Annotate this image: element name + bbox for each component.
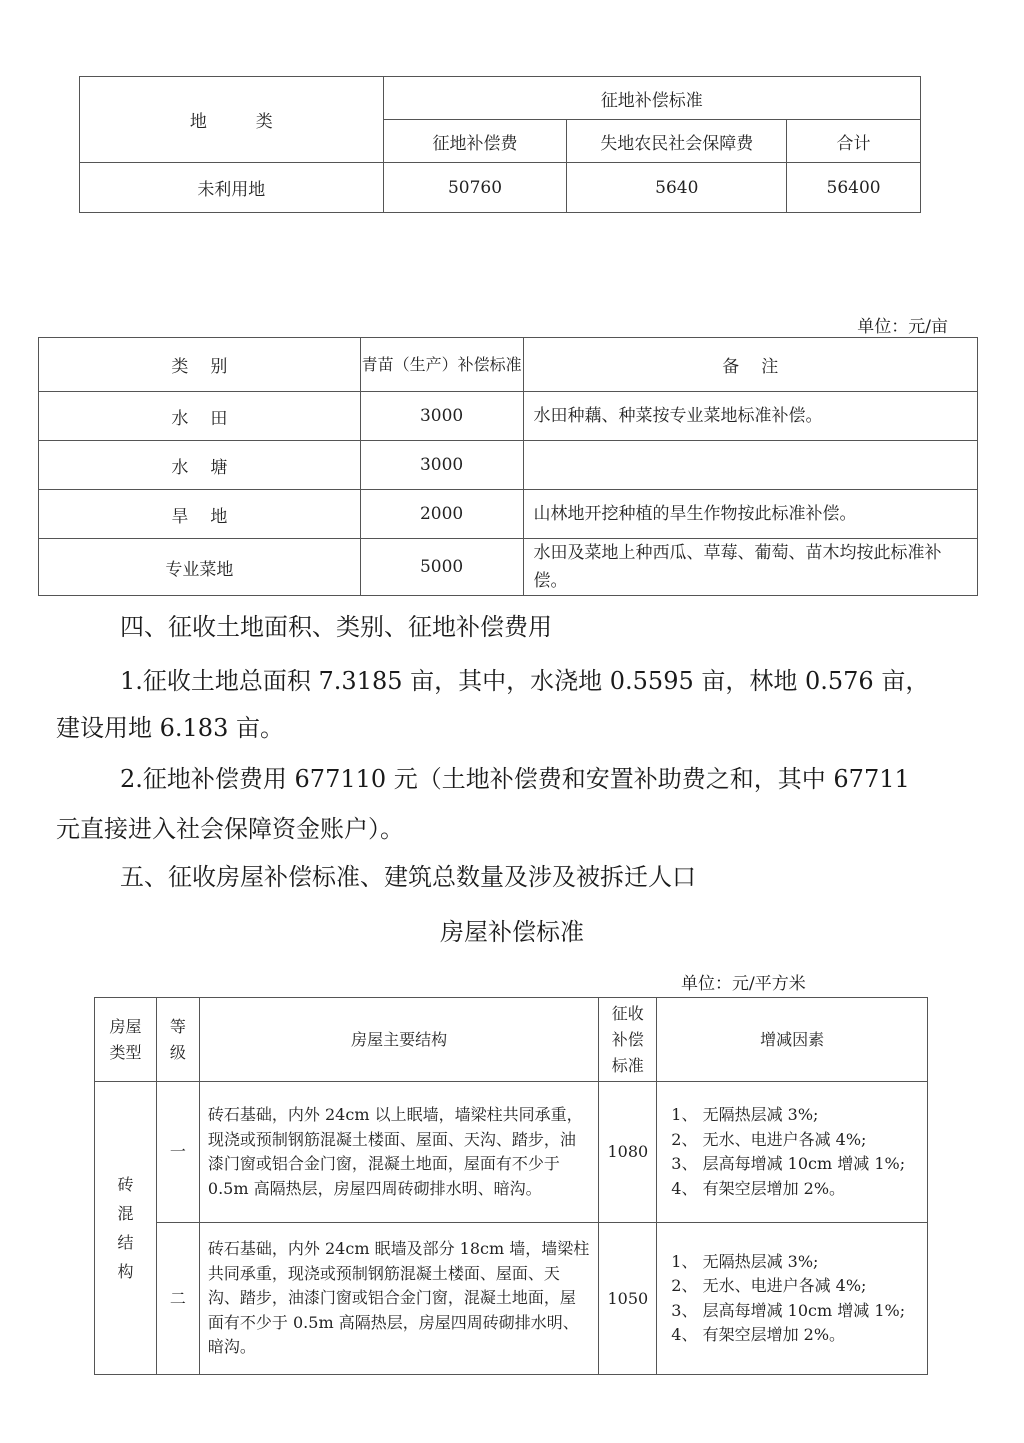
header-land-type: 地 类 [80,77,384,163]
item-1-line-2: 建设用地 6.183 亩。 [56,714,284,742]
cell-factors [657,1082,928,1223]
cell-factors [657,1223,928,1375]
cell-remarks: 水田及菜地上种西瓜、草莓、葡萄、苗木均按此标准补偿。 [523,539,978,596]
section-4-heading: 四、征收土地面积、类别、征地补偿费用 [120,613,552,641]
cell-grade: 二 [156,1223,199,1375]
cell-standard: 5000 [360,539,523,596]
table-row [80,163,921,213]
cell-remarks: 水田种藕、种菜按专业菜地标准补偿。 [523,392,978,441]
cell-social-security: 5640 [567,163,787,213]
cell-grade: 一 [156,1082,199,1223]
header-remarks: 备注 [523,338,978,392]
cell-standard: 3000 [360,392,523,441]
factor-item: 2、 无水、电进户各减 4%; [671,1276,867,1295]
table-row [39,392,978,441]
item-1-line-1: 1.征收土地总面积 7.3185 亩，其中，水浇地 0.5595 亩，林地 0.576 亩， [120,667,930,695]
header-compensation-standard: 征地补偿标准 [383,77,920,120]
cell-land-type: 未利用地 [80,163,384,213]
header-factors: 增减因素 [657,998,928,1082]
factor-item: 3、 层高每增减 10cm 增减 1%; [671,1154,906,1173]
cell-structure: 砖石基础，内外 24cm 眠墙及部分 18cm 墙，墙梁柱共同承重，现浇或预制钢筋混凝土楼面、屋面、天沟、踏步，油漆门窗或铝合金门窗，混凝土地面，屋面有不少于 0.5m 高隔热层，房屋四周砖砌排水明、暗沟。 [199,1223,598,1375]
cell-category: 专业菜地 [39,539,361,596]
cell-compensation: 50760 [383,163,567,213]
cell-category: 水塘 [39,441,361,490]
header-structure: 房屋主要结构 [199,998,598,1082]
table3-title: 房屋补偿标准 [440,918,584,946]
cell-total: 56400 [787,163,921,213]
cell-standard: 3000 [360,441,523,490]
crop-compensation-table [38,337,978,596]
cell-category: 水田 [39,392,361,441]
header-category: 类别 [39,338,361,392]
table-row [95,1223,928,1375]
table3-unit: 单位：元/平方米 [681,974,806,994]
table-row [95,1082,928,1223]
house-compensation-table [94,997,928,1375]
factor-item: 2、 无水、电进户各减 4%; [671,1129,867,1149]
factor-item: 4、 有架空层增加 2%。 [671,1325,846,1344]
cell-structure: 砖石基础，内外 24cm 以上眠墙，墙梁柱共同承重，现浇或预制钢筋混凝土楼面、屋面、天沟、踏步，油漆门窗或铝合金门窗，混凝土地面，屋面有不少于 0.5m 高隔热层，房屋四周砖砌排水明、暗沟。 [199,1082,598,1223]
table-row [39,539,978,596]
factor-item: 1、 无隔热层减 3%; [671,1251,819,1271]
cell-house-type: 砖混结构 [95,1082,157,1375]
land-compensation-table [79,76,921,213]
factor-item: 1、 无隔热层减 3%; [671,1105,819,1124]
header-standard: 征收补偿标准 [599,998,657,1082]
cell-category: 旱地 [39,490,361,539]
header-total: 合计 [787,120,921,163]
table-row [39,441,978,490]
item-2-line-1: 2.征地补偿费用 677110 元（土地补偿费和安置补助费之和，其中 67711 [120,765,910,793]
factor-item: 3、 层高每增减 10cm 增减 1%; [671,1300,906,1320]
header-crop-standard: 青苗（生产）补偿标准 [360,338,523,392]
factor-item: 4、 有架空层增加 2%。 [671,1178,846,1198]
cell-standard: 2000 [360,490,523,539]
item-2-line-2: 元直接进入社会保障资金账户）。 [56,815,404,843]
table2-unit: 单位：元/亩 [857,317,948,337]
table-row [39,490,978,539]
cell-standard: 1080 [599,1082,657,1223]
header-social-security-fee: 失地农民社会保障费 [567,120,787,163]
cell-remarks [523,441,978,490]
header-grade: 等级 [156,998,199,1082]
cell-remarks: 山林地开挖种植的旱生作物按此标准补偿。 [523,490,978,539]
header-house-type: 房屋类型 [95,998,157,1082]
header-compensation-fee: 征地补偿费 [383,120,567,163]
section-5-heading: 五、征收房屋补偿标准、建筑总数量及涉及被拆迁人口 [120,863,696,891]
cell-standard: 1050 [599,1223,657,1375]
